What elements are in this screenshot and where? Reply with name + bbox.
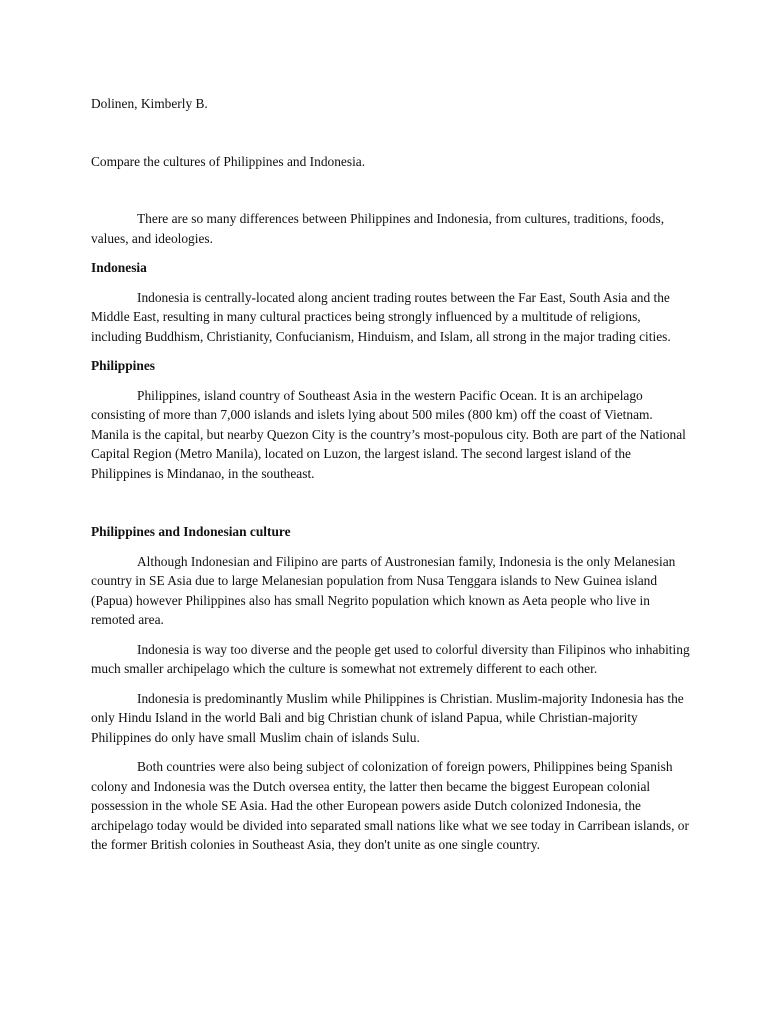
philippines-paragraph: Philippines, island country of Southeast Asia in the western Pacific Ocean. It is an archipelago consisting of more than 7,000 islands and islets lying about 500 miles (800 km) off the coast of Vietnam. Manila is the capital, but nearby Quezon City is the country’s most-populous city. Both are part of the National Capital Region (Metro Manila), located on Luzon, the largest island. The second largest island of the Philippines is Mindanao, in the southeast. (91, 387, 686, 481)
culture-paragraph-4: Both countries were also being subject of colonization of foreign powers, Philippines being Spanish colony and Indonesia was the Dutch oversea entity, the latter then became the biggest European colonial possession in the whole SE Asia. Had the other European powers aside Dutch colonized Indonesia, the archipelago today would be divided into separated small nations like what we see today in Carribean islands, or the former British colonies in Southeast Asia, they don't unite as one single country. (91, 759, 689, 852)
culture-paragraph-1: Although Indonesian and Filipino are parts of Austronesian family, Indonesia is the only Melanesian country in SE Asia due to large Melanesian population from Nusa Tenggara islands to New Guinea island (Papua) however Philippines also has small Negrito population which known as Aeta people who live in remoted area. (91, 553, 676, 627)
author-name: Dolinen, Kimberly B. (91, 96, 208, 111)
culture-paragraph-3: Indonesia is predominantly Muslim while Philippines is Christian. Muslim-majority Indonesia has the only Hindu Island in the world Bali and big Christian chunk of island Papua, while Christian-majority Philippines do only have small Muslim chain of islands Sulu. (91, 690, 684, 745)
section-spacer (91, 493, 691, 522)
intro-paragraph: There are so many differences between Philippines and Indonesia, from cultures, traditions, foods, values, and ideologies. (91, 211, 665, 246)
section-heading-philippines: Philippines (91, 358, 156, 373)
indonesia-paragraph: Indonesia is centrally-located along ancient trading routes between the Far East, South Asia and the Middle East, resulting in many cultural practices being strongly influenced by a multitude of religions, including Buddhism, Christianity, Confucianism, Hinduism, and Islam, all strong in the major trading cities. (91, 289, 671, 344)
document-page (91, 94, 691, 865)
section-heading-indonesia: Indonesia (91, 260, 147, 275)
culture-paragraph-2: Indonesia is way too diverse and the people get used to colorful diversity than Filipinos who inhabiting much smaller archipelago which the culture is somewhat not extremely different to each other. (91, 641, 690, 676)
essay-prompt: Compare the cultures of Philippines and Indonesia. (91, 153, 366, 169)
section-heading-culture: Philippines and Indonesian culture (91, 524, 291, 539)
